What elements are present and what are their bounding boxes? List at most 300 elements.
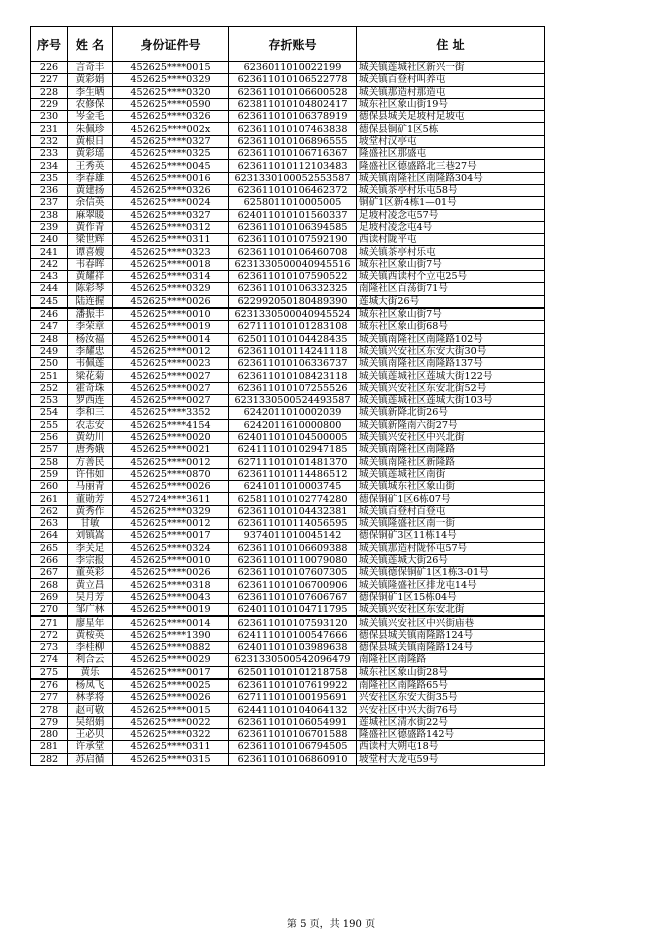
cell-name: 王秀英 <box>68 160 113 172</box>
cell-account: 623611010107255526 <box>229 382 357 394</box>
cell-address: 德保县铜矿1区5栋 <box>357 123 545 135</box>
cell-address: 兴安社区中兴大街76号 <box>357 704 545 716</box>
cell-account: 625011010104428435 <box>229 333 357 345</box>
cell-id-number: 452625****0325 <box>113 148 229 160</box>
cell-address: 城关镇那造村那造屯 <box>357 86 545 98</box>
cell-name: 黄耀祥 <box>68 271 113 283</box>
cell-account: 623611010106896555 <box>229 135 357 147</box>
cell-account: 6258011010005005 <box>229 197 357 209</box>
table-row <box>31 74 545 86</box>
cell-name: 陈彩琴 <box>68 283 113 295</box>
cell-name: 韦春晖 <box>68 258 113 270</box>
cell-id-number: 452625****3352 <box>113 407 229 419</box>
cell-account: 627111010101283108 <box>229 321 357 333</box>
cell-index: 267 <box>31 567 68 579</box>
table-row <box>31 629 545 641</box>
cell-name: 余信英 <box>68 197 113 209</box>
cell-id-number: 452625****0326 <box>113 184 229 196</box>
cell-address: 城关镇兴安社区中兴街庙巷 <box>357 616 545 629</box>
cell-id-number: 452625****0329 <box>113 505 229 517</box>
cell-index: 276 <box>31 679 68 692</box>
table-row <box>31 481 545 493</box>
cell-address: 城关镇茶亭村乐屯58号 <box>357 184 545 196</box>
cell-id-number: 452625****0024 <box>113 197 229 209</box>
cell-address: 城关镇南隆社区新隆路 <box>357 456 545 468</box>
header-address: 住 址 <box>357 27 545 62</box>
cell-account: 6242011610000800 <box>229 419 357 431</box>
cell-account: 6231330500524493587 <box>229 395 357 407</box>
cell-id-number: 452625****0326 <box>113 111 229 123</box>
table-row <box>31 395 545 407</box>
cell-id-number: 452625****0329 <box>113 74 229 86</box>
cell-id-number: 452625****0318 <box>113 579 229 591</box>
cell-name: 黄建扬 <box>68 184 113 196</box>
cell-id-number: 452625****0882 <box>113 641 229 653</box>
cell-account: 624011010103989638 <box>229 641 357 653</box>
cell-id-number: 452625****0010 <box>113 554 229 566</box>
cell-address: 城关镇莲城大街26号 <box>357 554 545 566</box>
table-row <box>31 666 545 679</box>
cell-account: 6231330500542096479 <box>229 654 357 666</box>
table-row <box>31 98 545 110</box>
cell-account: 624011010101560337 <box>229 209 357 221</box>
table-row <box>31 358 545 370</box>
cell-id-number: 452625****0027 <box>113 395 229 407</box>
cell-id-number: 452625****0015 <box>113 62 229 74</box>
cell-index: 231 <box>31 123 68 135</box>
cell-id-number: 452625****0327 <box>113 135 229 147</box>
cell-id-number: 452625****002x <box>113 123 229 135</box>
table-row <box>31 382 545 394</box>
cell-account: 623611010106700906 <box>229 579 357 591</box>
cell-index: 258 <box>31 456 68 468</box>
cell-address: 坡堂村大龙屯59号 <box>357 753 545 765</box>
cell-name: 农志安 <box>68 419 113 431</box>
cell-name: 梁世辉 <box>68 234 113 246</box>
cell-index: 244 <box>31 283 68 295</box>
table-row <box>31 148 545 160</box>
cell-account: 624111010102947185 <box>229 444 357 456</box>
table-row <box>31 407 545 419</box>
cell-name: 农修保 <box>68 98 113 110</box>
cell-address: 城关镇莲城社区莲城大街103号 <box>357 395 545 407</box>
table-row <box>31 468 545 480</box>
cell-index: 274 <box>31 654 68 666</box>
table-row <box>31 234 545 246</box>
cell-address: 城关镇茶亭村乐屯 <box>357 246 545 258</box>
cell-id-number: 452625****0026 <box>113 567 229 579</box>
cell-index: 281 <box>31 741 68 753</box>
cell-address: 城关镇兴安社区东安北街52号 <box>357 382 545 394</box>
cell-account: 623611010114241118 <box>229 345 357 357</box>
cell-id-number: 452625****0021 <box>113 444 229 456</box>
table-row <box>31 62 545 74</box>
cell-index: 245 <box>31 295 68 308</box>
cell-id-number: 452625****0043 <box>113 591 229 603</box>
table-row <box>31 271 545 283</box>
cell-id-number: 452625****0026 <box>113 481 229 493</box>
cell-id-number: 452625****1390 <box>113 629 229 641</box>
cell-address: 城关镇南隆社区南隆路137号 <box>357 358 545 370</box>
cell-id-number: 452625****0023 <box>113 358 229 370</box>
cell-name: 吴月芳 <box>68 591 113 603</box>
cell-name: 黄乐 <box>68 666 113 679</box>
cell-name: 李生晒 <box>68 86 113 98</box>
cell-address: 莲城社区清水街22号 <box>357 716 545 728</box>
cell-account: 6241011010003745 <box>229 481 357 493</box>
table-row <box>31 517 545 529</box>
cell-index: 242 <box>31 258 68 270</box>
table-row <box>31 172 545 184</box>
cell-account: 623611010106462372 <box>229 184 357 196</box>
cell-index: 233 <box>31 148 68 160</box>
table-row <box>31 419 545 431</box>
table-row <box>31 431 545 443</box>
cell-name: 李春雄 <box>68 172 113 184</box>
cell-account: 6236011010022199 <box>229 62 357 74</box>
cell-index: 228 <box>31 86 68 98</box>
cell-index: 249 <box>31 345 68 357</box>
cell-id-number: 452625****0870 <box>113 468 229 480</box>
table-row <box>31 111 545 123</box>
table-row <box>31 579 545 591</box>
page-footer: 第 5 页，共 190 页 <box>286 919 376 930</box>
header-id-number: 身份证件号 <box>113 27 229 62</box>
cell-index: 241 <box>31 246 68 258</box>
cell-address: 城关镇兴安社区东安北街 <box>357 604 545 617</box>
cell-account: 623611010106609388 <box>229 542 357 554</box>
cell-account: 9374011010045142 <box>229 530 357 542</box>
cell-index: 239 <box>31 221 68 233</box>
cell-name: 董勋芳 <box>68 493 113 505</box>
cell-name: 李荣章 <box>68 321 113 333</box>
table-row <box>31 741 545 753</box>
cell-account: 627111010101481370 <box>229 456 357 468</box>
cell-id-number: 452724****3611 <box>113 493 229 505</box>
cell-name: 吴绍娟 <box>68 716 113 728</box>
cell-address: 城关镇德保铜矿1区1栋3-01号 <box>357 567 545 579</box>
cell-name: 许伟如 <box>68 468 113 480</box>
cell-id-number: 452625****0029 <box>113 654 229 666</box>
cell-index: 251 <box>31 370 68 382</box>
cell-index: 253 <box>31 395 68 407</box>
table-row <box>31 333 545 345</box>
cell-account: 623611010106332325 <box>229 283 357 295</box>
cell-address: 西读村大朔屯18号 <box>357 741 545 753</box>
cell-name: 许承堂 <box>68 741 113 753</box>
table-row <box>31 530 545 542</box>
cell-address: 城关镇莲城社区南街 <box>357 468 545 480</box>
cell-account: 623611010106716367 <box>229 148 357 160</box>
cell-account: 623611010106378919 <box>229 111 357 123</box>
table-row <box>31 716 545 728</box>
cell-id-number: 452625****0017 <box>113 666 229 679</box>
cell-id-number: 452625****0017 <box>113 530 229 542</box>
cell-index: 229 <box>31 98 68 110</box>
cell-address: 城东社区象山街28号 <box>357 666 545 679</box>
table-row <box>31 604 545 617</box>
table-row <box>31 591 545 603</box>
cell-address: 城关镇莲城社区莲城大街122号 <box>357 370 545 382</box>
cell-index: 235 <box>31 172 68 184</box>
table-row <box>31 184 545 196</box>
header-row <box>31 27 545 62</box>
cell-address: 德保铜矿3区11栋14号 <box>357 530 545 542</box>
cell-address: 城关镇南隆社区南隆路304号 <box>357 172 545 184</box>
table-row <box>31 641 545 653</box>
cell-address: 城关镇西读村个立屯25号 <box>357 271 545 283</box>
cell-id-number: 452625****0015 <box>113 704 229 716</box>
cell-id-number: 452625****4154 <box>113 419 229 431</box>
cell-index: 238 <box>31 209 68 221</box>
table-row <box>31 704 545 716</box>
cell-account: 623611010107607305 <box>229 567 357 579</box>
cell-address: 铜矿1区新4栋1—01号 <box>357 197 545 209</box>
cell-name: 刘镇嵩 <box>68 530 113 542</box>
cell-account: 623611010107619922 <box>229 679 357 692</box>
cell-index: 273 <box>31 641 68 653</box>
cell-address: 南隆社区南隆路 <box>357 654 545 666</box>
cell-address: 城东社区象山街7号 <box>357 308 545 321</box>
cell-address: 莲城大街26号 <box>357 295 545 308</box>
table-row <box>31 542 545 554</box>
cell-account: 6231330500040945524 <box>229 308 357 321</box>
header-index: 序号 <box>31 27 68 62</box>
cell-id-number: 452625****0014 <box>113 616 229 629</box>
cell-id-number: 452625****0019 <box>113 604 229 617</box>
cell-id-number: 452625****0025 <box>113 679 229 692</box>
table-row <box>31 692 545 704</box>
cell-name: 李和三 <box>68 407 113 419</box>
cell-name: 苏启循 <box>68 753 113 765</box>
table-row <box>31 308 545 321</box>
cell-name: 黄彩娟 <box>68 74 113 86</box>
cell-id-number: 452625****0324 <box>113 542 229 554</box>
cell-address: 城关镇新隆南六街27号 <box>357 419 545 431</box>
cell-index: 230 <box>31 111 68 123</box>
cell-account: 627111010100195691 <box>229 692 357 704</box>
table-row <box>31 258 545 270</box>
cell-name: 罗西连 <box>68 395 113 407</box>
cell-name: 言奇丰 <box>68 62 113 74</box>
cell-account: 624011010104711795 <box>229 604 357 617</box>
cell-name: 梁花菊 <box>68 370 113 382</box>
cell-address: 城东社区象山街68号 <box>357 321 545 333</box>
cell-id-number: 452625****0012 <box>113 345 229 357</box>
cell-index: 232 <box>31 135 68 147</box>
cell-index: 248 <box>31 333 68 345</box>
cell-index: 280 <box>31 729 68 741</box>
cell-address: 南隆社区南隆路65号 <box>357 679 545 692</box>
cell-id-number: 452625****0022 <box>113 716 229 728</box>
cell-index: 252 <box>31 382 68 394</box>
cell-index: 277 <box>31 692 68 704</box>
cell-name: 赵可敬 <box>68 704 113 716</box>
cell-address: 南隆社区百荡街71号 <box>357 283 545 295</box>
cell-name: 黄立昌 <box>68 579 113 591</box>
cell-index: 271 <box>31 616 68 629</box>
cell-address: 城关镇兴安社区中兴北街 <box>357 431 545 443</box>
cell-address: 城关镇隆盛社区南一街 <box>357 517 545 529</box>
table-row <box>31 209 545 221</box>
cell-name: 李宗报 <box>68 554 113 566</box>
cell-name: 唐秀娥 <box>68 444 113 456</box>
cell-account: 6231330500040945516 <box>229 258 357 270</box>
cell-address: 城关镇百登村叫养屯 <box>357 74 545 86</box>
cell-index: 246 <box>31 308 68 321</box>
cell-account: 623611010114056595 <box>229 517 357 529</box>
cell-name: 方善民 <box>68 456 113 468</box>
cell-account: 623811010104802417 <box>229 98 357 110</box>
cell-index: 278 <box>31 704 68 716</box>
cell-index: 268 <box>31 579 68 591</box>
cell-address: 城关镇莲城社区新兴一街 <box>357 62 545 74</box>
cell-index: 269 <box>31 591 68 603</box>
cell-name: 韦佩莲 <box>68 358 113 370</box>
cell-name: 岑金毛 <box>68 111 113 123</box>
table-row <box>31 753 545 765</box>
cell-account: 623611010106600528 <box>229 86 357 98</box>
cell-id-number: 452625****0314 <box>113 271 229 283</box>
cell-id-number: 452625****0012 <box>113 456 229 468</box>
cell-account: 623611010106394585 <box>229 221 357 233</box>
cell-name: 黄秀作 <box>68 505 113 517</box>
table-row <box>31 345 545 357</box>
table-row <box>31 370 545 382</box>
cell-name: 黄桉英 <box>68 629 113 641</box>
cell-index: 237 <box>31 197 68 209</box>
cell-address: 城关镇城东社区象山街 <box>357 481 545 493</box>
cell-account: 623611010106336737 <box>229 358 357 370</box>
cell-index: 279 <box>31 716 68 728</box>
cell-id-number: 452625****0045 <box>113 160 229 172</box>
cell-index: 265 <box>31 542 68 554</box>
cell-account: 623611010106860910 <box>229 753 357 765</box>
cell-account: 623611010110079080 <box>229 554 357 566</box>
cell-index: 262 <box>31 505 68 517</box>
cell-name: 利合云 <box>68 654 113 666</box>
cell-index: 243 <box>31 271 68 283</box>
cell-id-number: 452625****0018 <box>113 258 229 270</box>
cell-account: 623611010108423118 <box>229 370 357 382</box>
cell-account: 623611010107590522 <box>229 271 357 283</box>
cell-name: 李桂柳 <box>68 641 113 653</box>
cell-name: 麻翠暖 <box>68 209 113 221</box>
cell-index: 256 <box>31 431 68 443</box>
table-row <box>31 321 545 333</box>
table-row <box>31 567 545 579</box>
cell-id-number: 452625****0016 <box>113 172 229 184</box>
table-row <box>31 444 545 456</box>
cell-name: 林孝将 <box>68 692 113 704</box>
cell-id-number: 452625****0027 <box>113 370 229 382</box>
cell-id-number: 452625****0320 <box>113 86 229 98</box>
cell-name: 邹广林 <box>68 604 113 617</box>
cell-address: 坡堂村汉亭屯 <box>357 135 545 147</box>
cell-id-number: 452625****0019 <box>113 321 229 333</box>
cell-index: 250 <box>31 358 68 370</box>
cell-address: 隆盛社区德盛路北三巷27号 <box>357 160 545 172</box>
cell-address: 城东社区象山街19号 <box>357 98 545 110</box>
cell-address: 城关镇南隆社区南隆路102号 <box>357 333 545 345</box>
cell-name: 杨汝福 <box>68 333 113 345</box>
header-account: 存折账号 <box>229 27 357 62</box>
cell-name: 王必贝 <box>68 729 113 741</box>
cell-index: 261 <box>31 493 68 505</box>
cell-index: 272 <box>31 629 68 641</box>
cell-account: 623611010112103483 <box>229 160 357 172</box>
cell-address: 城东社区象山街7号 <box>357 258 545 270</box>
cell-index: 264 <box>31 530 68 542</box>
table-row <box>31 197 545 209</box>
cell-name: 黄彩瑶 <box>68 148 113 160</box>
cell-index: 282 <box>31 753 68 765</box>
cell-name: 甘敏 <box>68 517 113 529</box>
cell-name: 黄根日 <box>68 135 113 147</box>
cell-address: 城关镇隆盛社区排龙屯14号 <box>357 579 545 591</box>
cell-index: 270 <box>31 604 68 617</box>
cell-index: 227 <box>31 74 68 86</box>
cell-address: 兴安社区东安大街35号 <box>357 692 545 704</box>
cell-id-number: 452625****0327 <box>113 209 229 221</box>
cell-index: 275 <box>31 666 68 679</box>
cell-account: 623611010107593120 <box>229 616 357 629</box>
data-table <box>30 26 545 766</box>
table-row <box>31 283 545 295</box>
cell-account: 623611010106522778 <box>229 74 357 86</box>
cell-address: 足坡村凌念屯57号 <box>357 209 545 221</box>
cell-name: 李耀忠 <box>68 345 113 357</box>
cell-name: 朱佩珍 <box>68 123 113 135</box>
cell-account: 625011010101218758 <box>229 666 357 679</box>
cell-address: 城关镇那造村陇怀屯57号 <box>357 542 545 554</box>
cell-account: 623611010106460708 <box>229 246 357 258</box>
table-row <box>31 505 545 517</box>
cell-index: 263 <box>31 517 68 529</box>
cell-index: 260 <box>31 481 68 493</box>
cell-name: 李关足 <box>68 542 113 554</box>
cell-id-number: 452625****0012 <box>113 517 229 529</box>
cell-index: 266 <box>31 554 68 566</box>
table-row <box>31 456 545 468</box>
cell-index: 234 <box>31 160 68 172</box>
cell-account: 623611010107592190 <box>229 234 357 246</box>
cell-index: 236 <box>31 184 68 196</box>
cell-id-number: 452625****0311 <box>113 741 229 753</box>
cell-account: 623611010104432381 <box>229 505 357 517</box>
cell-index: 240 <box>31 234 68 246</box>
cell-index: 254 <box>31 407 68 419</box>
table-row <box>31 295 545 308</box>
cell-name: 杨凤飞 <box>68 679 113 692</box>
cell-address: 德保县城关镇南隆路124号 <box>357 629 545 641</box>
cell-address: 足坡村凌念屯4号 <box>357 221 545 233</box>
cell-address: 城关镇新降北街26号 <box>357 407 545 419</box>
table-row <box>31 221 545 233</box>
cell-index: 257 <box>31 444 68 456</box>
cell-account: 623611010107463838 <box>229 123 357 135</box>
cell-account: 6231330100052553587 <box>229 172 357 184</box>
cell-id-number: 452625****0329 <box>113 283 229 295</box>
cell-account: 622992050180489390 <box>229 295 357 308</box>
table-row <box>31 135 545 147</box>
cell-address: 隆盛社区那盛屯 <box>357 148 545 160</box>
cell-address: 西读村陇平屯 <box>357 234 545 246</box>
table-row <box>31 123 545 135</box>
cell-account: 623611010107606767 <box>229 591 357 603</box>
cell-id-number: 452625****0026 <box>113 295 229 308</box>
cell-name: 霍奇珠 <box>68 382 113 394</box>
